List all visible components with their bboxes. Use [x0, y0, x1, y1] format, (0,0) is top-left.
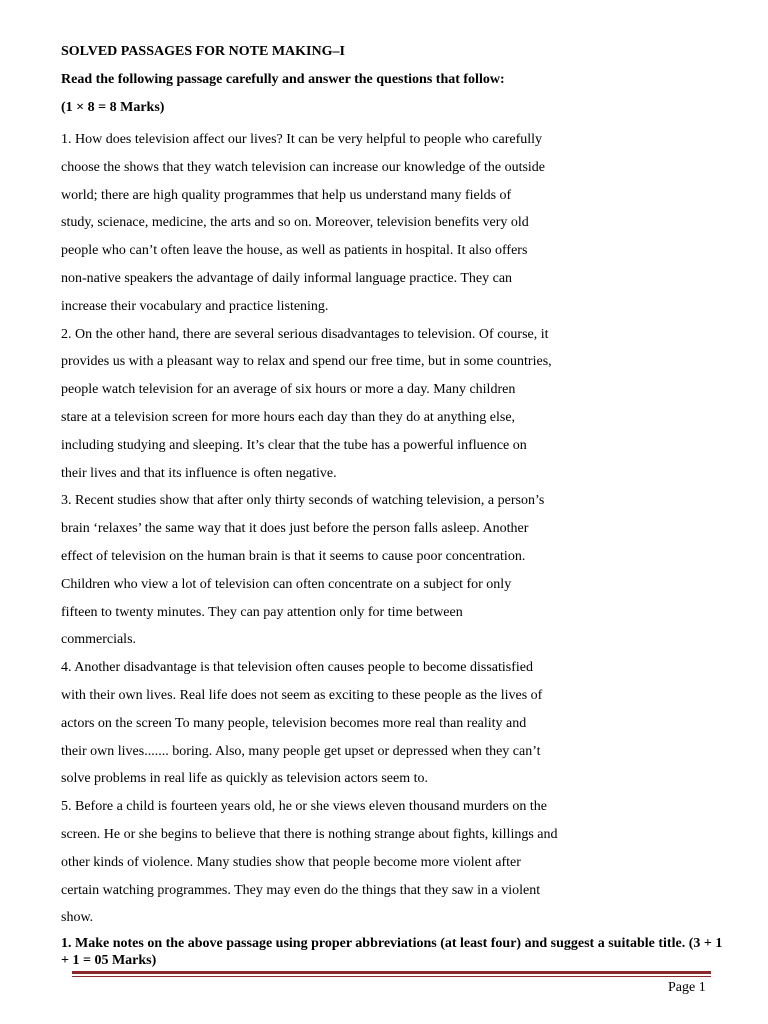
marks-text: (1 × 8 = 8 Marks) — [61, 100, 165, 115]
passage-line: people watch television for an average of six hours or more a day. Many children — [61, 382, 516, 398]
passage-line: certain watching programmes. They may even do the things that they saw in a violent — [61, 882, 541, 898]
passage-line: show. — [61, 910, 94, 926]
page-number: Page 1 — [668, 980, 706, 995]
passage-line: fifteen to twenty minutes. They can pay attention only for time between — [61, 604, 463, 620]
passage-line: solve problems in real life as quickly as television actors seem to. — [61, 771, 429, 787]
passage-line: effect of television on the human brain is that it seems to cause poor concentration. — [61, 548, 526, 564]
passage-line: their lives and that its influence is often negative. — [61, 465, 337, 481]
passage-line: choose the shows that they watch television can increase our knowledge of the outside — [61, 159, 546, 175]
passage-line: their own lives....... boring. Also, many people get upset or depressed when they can’t — [61, 743, 541, 759]
passage-line: increase their vocabulary and practice listening. — [61, 298, 329, 314]
instruction-text: Read the following passage carefully and answer the questions that follow: — [61, 72, 505, 87]
passage-line: non-native speakers the advantage of daily informal language practice. They can — [61, 270, 513, 286]
passage-line: 5. Before a child is fourteen years old, he or she views eleven thousand murders on the — [61, 799, 547, 815]
passage-line: provides us with a pleasant way to relax and spend our free time, but in some countries, — [61, 354, 552, 370]
passage-line: people who can’t often leave the house, as well as patients in hospital. It also offers — [61, 243, 528, 259]
passage-line: 3. Recent studies show that after only thirty seconds of watching television, a person’s — [61, 493, 545, 509]
passage-line: 2. On the other hand, there are several serious disadvantages to television. Of course, it — [61, 326, 549, 342]
footer-rule-thin — [72, 976, 711, 977]
passage-line: study, scienace, medicine, the arts and so on. Moreover, television benefits very old — [61, 215, 529, 231]
passage-line: commercials. — [61, 632, 137, 648]
passage-line: screen. He or she begins to believe that there is nothing strange about fights, killings and — [61, 826, 558, 842]
passage-line: world; there are high quality programmes that help us understand many fields of — [61, 187, 512, 203]
note-making-task: 1. Make notes on the above passage using proper abbreviations (at least four) and suggest a suitable title. (3 + 1 + 1 = 05 Marks) — [61, 936, 723, 968]
passage-line: brain ‘relaxes’ the same way that it does just before the person falls asleep. Another — [61, 521, 529, 537]
footer-rule-thick — [72, 971, 711, 974]
passage-line: actors on the screen To many people, television becomes more real than reality and — [61, 715, 527, 731]
passage-line: including studying and sleeping. It’s clear that the tube has a powerful influence on — [61, 437, 527, 453]
passage-line: with their own lives. Real life does not seem as exciting to these people as the lives of — [61, 687, 543, 703]
passage-line: Children who view a lot of television can often concentrate on a subject for only — [61, 576, 512, 592]
passage-line: stare at a television screen for more hours each day than they do at anything else, — [61, 409, 516, 425]
document-title: SOLVED PASSAGES FOR NOTE MAKING–I — [61, 44, 345, 59]
passage-line: 4. Another disadvantage is that television often causes people to become dissatisfied — [61, 660, 533, 676]
passage-line: 1. How does television affect our lives? It can be very helpful to people who carefully — [61, 132, 543, 147]
passage-line: other kinds of violence. Many studies show that people become more violent after — [61, 854, 521, 870]
document-body — [61, 42, 721, 932]
passage — [61, 126, 721, 932]
